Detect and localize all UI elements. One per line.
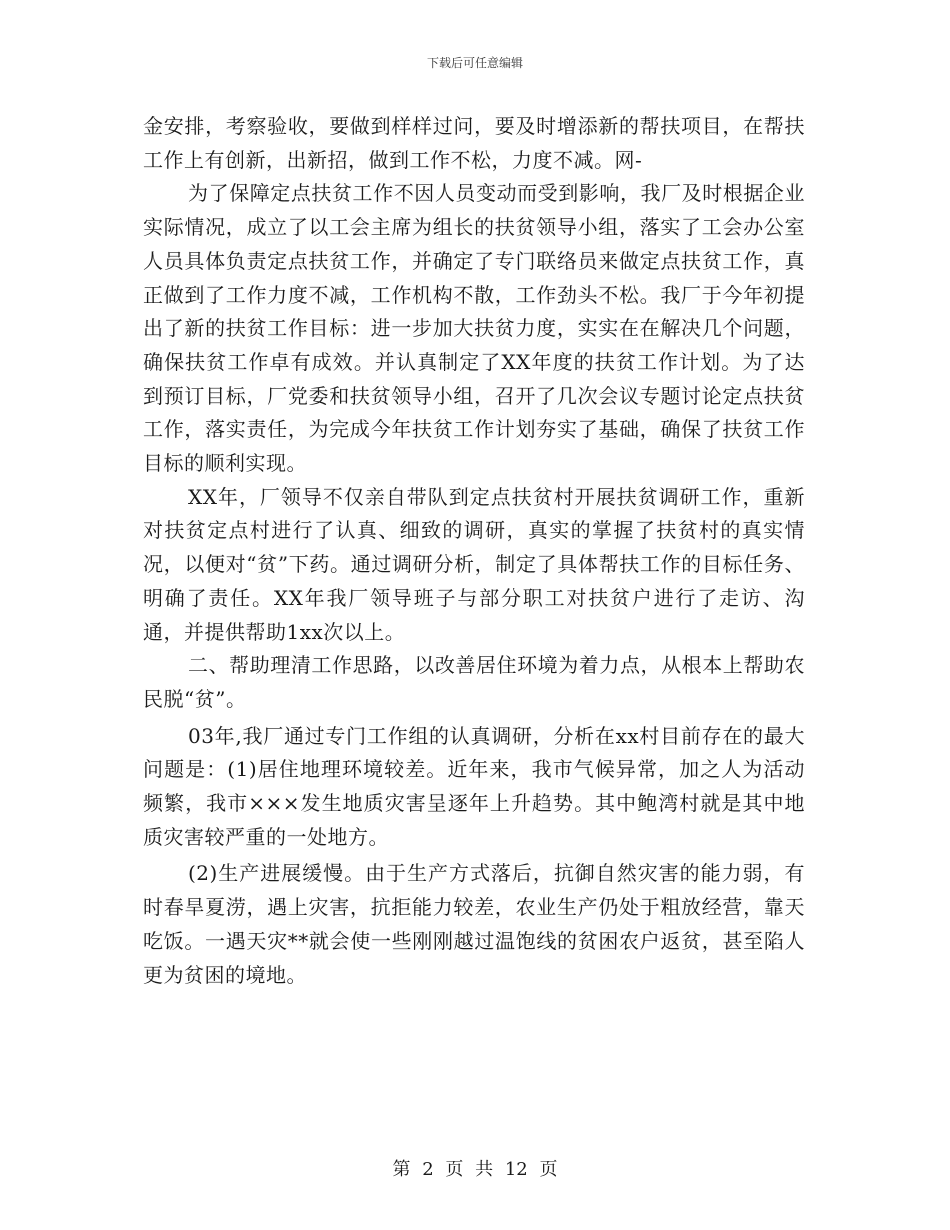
paragraph-4: 03年,我厂通过专门工作组的认真调研，分析在xx村目前存在的最大问题是：(1)居住地理环境较差。近年来，我市气候异常，加之人为活动频繁，我市×××发生地质灾害呈逐年上升趋势。其中鲍湾村就是其中地质灾害较严重的一处地方。 xyxy=(143,723,805,849)
paragraph-1: 金安排，考察验收，要做到样样过问，要及时增添新的帮扶项目，在帮扶工作上有创新，出新招，做到工作不松，力度不减。网- xyxy=(143,114,805,172)
section-heading-2: 二、帮助理清工作思路，以改善居住环境为着力点，从根本上帮助农民脱“贫”。 xyxy=(143,653,805,711)
paragraph-2: 为了保障定点扶贫工作不因人员变动而受到影响，我厂及时根据企业实际情况，成立了以工会主席为组长的扶贫领导小组，落实了工会办公室人员具体负责定点扶贫工作，并确定了专门联络员来做定点扶贫工作，真正做到了工作力度不减，工作机构不散，工作劲头不松。我厂于今年初提出了新的扶贫工作目标：进一步加大扶贫力度，实实在在解决几个问题，确保扶贫工作卓有成效。并认真制定了XX年度的扶贫工作计划。为了达到预订目标，厂党委和扶贫领导小组，召开了几次会议专题讨论定点扶贫工作，落实责任，为完成今年扶贫工作计划夯实了基础，确保了扶贫工作目标的顺利实现。 xyxy=(143,181,805,476)
paragraph-5: (2)生产进展缓慢。由于生产方式落后，抗御自然灾害的能力弱，有时春旱夏涝，遇上灾害，抗拒能力较差，农业生产仍处于粗放经营，靠天吃饭。一遇天灾**就会使一些刚刚越过温饱线的贫困农户返贫，甚至陷人更为贫困的境地。 xyxy=(143,861,805,987)
page-footer: 第 2 页 共 12 页 xyxy=(392,1159,558,1180)
document-body xyxy=(143,110,805,992)
paragraph-3: XX年，厂领导不仅亲自带队到定点扶贫村开展扶贫调研工作，重新对扶贫定点村进行了认真、细致的调研，真实的掌握了扶贫村的真实情况，以便对“贫”下药。通过调研分析，制定了具体帮扶工作的目标任务、明确了责任。XX年我厂领导班子与部分职工对扶贫户进行了走访、沟通，并提供帮助1xx次以上。 xyxy=(143,484,805,644)
page-header: 下载后可任意编辑 xyxy=(426,56,523,70)
